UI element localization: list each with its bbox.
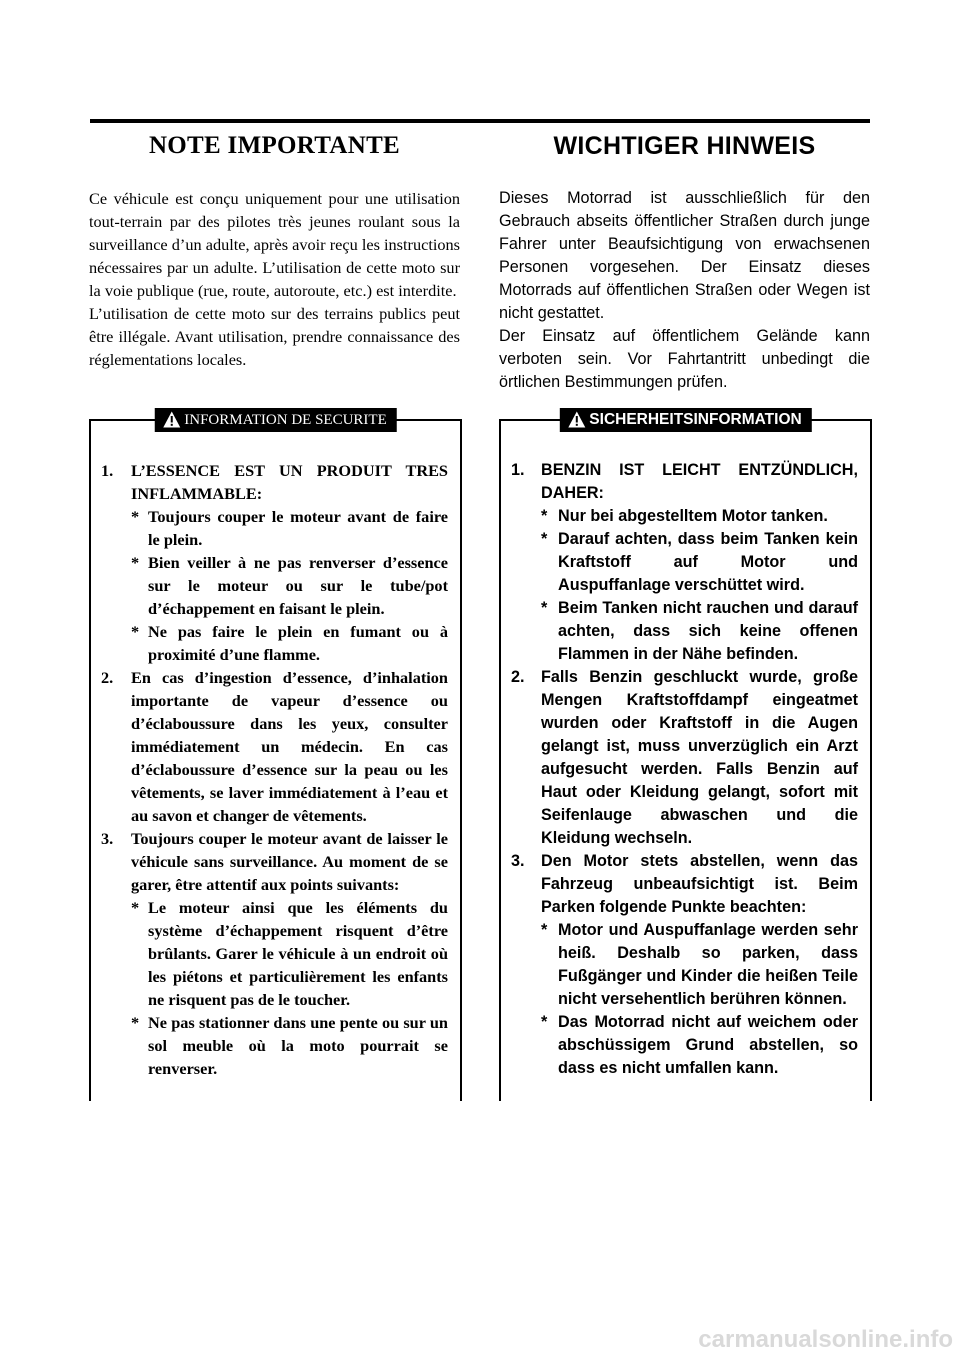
german-paragraph-2: Der Einsatz auf öffentlichem Gelände kann verboten sein. Vor Fahrtantritt unbedingt die örtlichen Bestimmungen prüfen.: [499, 327, 870, 391]
sub-marker: *: [131, 507, 140, 526]
german-sub-item: [541, 528, 858, 597]
german-sub-item: [541, 597, 858, 666]
item-number: 2.: [101, 668, 114, 687]
sub-item-text: Beim Tanken nicht rauchen und darauf achten, dass sich keine offenen Flammen in der Nähe befinden.: [558, 599, 858, 663]
german-safety-list: [511, 459, 858, 1080]
sub-marker: *: [541, 921, 548, 939]
sub-item-text: Darauf achten, dass beim Tanken kein Kraftstoff auf Motor und Auspuffanlage verschüttet wird.: [558, 530, 858, 594]
sub-marker: *: [131, 898, 140, 917]
sub-item-text: Motor und Auspuffanlage werden sehr heiß. Deshalb so parken, dass Fußgänger und Kinder die heißen Teile nicht versehentlich berühren können.: [558, 921, 858, 1008]
sub-marker: *: [541, 599, 548, 617]
sub-item-text: Nur bei abgestelltem Motor tanken.: [558, 507, 828, 525]
sub-item-text: Le moteur ainsi que les éléments du système d’échappement risquent d’être brûlants. Garer le véhicule à un endroit où les piétons et particulièrement les enfants ne risquent pas de le toucher.: [148, 898, 448, 1009]
german-sub-item: [541, 505, 858, 528]
french-safety-badge-label: INFORMATION DE SECURITE: [184, 412, 387, 428]
german-sub-item: [541, 1011, 858, 1080]
item-text: L’ESSENCE EST UN PRODUIT TRES INFLAMMABLE:: [131, 461, 448, 503]
item-number: 3.: [511, 852, 525, 870]
french-column: [89, 123, 460, 1078]
french-sub-item: [131, 505, 448, 551]
sub-item-text: Bien veiller à ne pas renverser d’essence sur le moteur ou sur le tube/pot d’échappement en faisant le plein.: [148, 553, 448, 618]
item-number: 1.: [511, 461, 525, 479]
french-sub-item: [131, 620, 448, 666]
item-number: 3.: [101, 829, 114, 848]
french-sub-item: [131, 896, 448, 1011]
sub-item-text: Ne pas stationner dans une pente ou sur un sol meuble où la moto pourrait se renverser.: [148, 1013, 448, 1078]
german-safety-item-1: [511, 459, 858, 666]
sub-marker: *: [131, 1013, 140, 1032]
german-column: [499, 123, 870, 1077]
french-paragraph-1: Ce véhicule est conçu uniquement pour une utilisation tout-terrain par des pilotes très jeunes roulant sous la surveillance d’un adulte, après avoir reçu les instructions nécessaires par un adulte. L’utilisation de cette moto sur la voie publique (rue, route, autoroute, etc.) est interdite.: [89, 189, 460, 300]
german-safety-item-2: [511, 666, 858, 850]
item-text: Den Motor stets abstellen, wenn das Fahrzeug unbeaufsichtigt ist. Beim Parken folgende Punkte beachten:: [541, 852, 858, 916]
item-text: Toujours couper le moteur avant de laisser le véhicule sans surveillance. Au moment de se garer, être attentif aux points suivants:: [131, 829, 448, 894]
german-safety-box: [499, 411, 872, 1101]
sub-marker: *: [541, 530, 548, 548]
sub-marker: *: [131, 553, 140, 572]
sub-marker: *: [541, 507, 548, 525]
french-safety-box: [89, 412, 462, 1101]
french-sub-item: [131, 1011, 448, 1080]
french-safety-item-3: [101, 827, 448, 1080]
sub-item-text: Toujours couper le moteur avant de faire le plein.: [148, 507, 448, 549]
sub-marker: *: [131, 622, 140, 641]
german-paragraph-1: Dieses Motorrad ist ausschließlich für den Gebrauch abseits öffentlicher Straßen durch junge Fahrer unter Beaufsichtigung von erwachsenen Personen vorgesehen. Der Einsatz dieses Motorrads auf öffentlichen Straßen oder Wegen ist nicht gestattet.: [499, 189, 870, 322]
item-number: 1.: [101, 461, 114, 480]
item-text: BENZIN IST LEICHT ENTZÜNDLICH, DAHER:: [541, 461, 858, 502]
german-safety-badge: [559, 408, 811, 432]
sub-marker: *: [541, 1013, 548, 1031]
sub-item-text: Das Motorrad nicht auf weichem oder abschüssigem Grund abstellen, so dass es nicht umfallen kann.: [558, 1013, 858, 1077]
german-safety-badge-label: SICHERHEITSINFORMATION: [589, 411, 802, 428]
french-safety-item-1: [101, 459, 448, 666]
sub-item-text: Ne pas faire le plein en fumant ou à proximité d’une flamme.: [148, 622, 448, 664]
french-title: NOTE IMPORTANTE: [148, 132, 401, 159]
german-safety-item-3: [511, 850, 858, 1080]
warning-icon: [567, 411, 585, 428]
item-text: Falls Benzin geschluckt wurde, große Mengen Kraftstoffdampf eingeatmet wurden oder Kraftstoff in die Augen gelangt ist, muss unverzüglich ein Arzt aufgesucht werden. Falls Benzin auf Haut oder Kleidung gelangt, sofort mit Seifenlauge abwaschen und die Kleidung wechseln.: [541, 668, 858, 847]
warning-icon: [162, 411, 180, 428]
french-sub-item: [131, 551, 448, 620]
french-safety-list: [101, 459, 448, 1080]
german-title: WICHTIGER HINWEIS: [553, 132, 816, 160]
french-safety-badge: [154, 408, 397, 432]
french-safety-item-2: [101, 666, 448, 827]
german-sub-item: [541, 919, 858, 1011]
french-paragraph-2: L’utilisation de cette moto sur des terrains publics peut être illégale. Avant utilisation, prendre connaissance des réglementations locales.: [89, 304, 460, 369]
watermark: carmanualsonline.info: [698, 1326, 953, 1353]
item-number: 2.: [511, 668, 525, 686]
item-text: En cas d’ingestion d’essence, d’inhalation importante de vapeur d’essence ou d’éclaboussure dans les yeux, consulter immédiatement un médecin. En cas d’éclaboussure d’essence sur la peau ou les vêtements, se laver immédiatement à l’eau et au savon et changer de vêtements.: [131, 668, 448, 825]
